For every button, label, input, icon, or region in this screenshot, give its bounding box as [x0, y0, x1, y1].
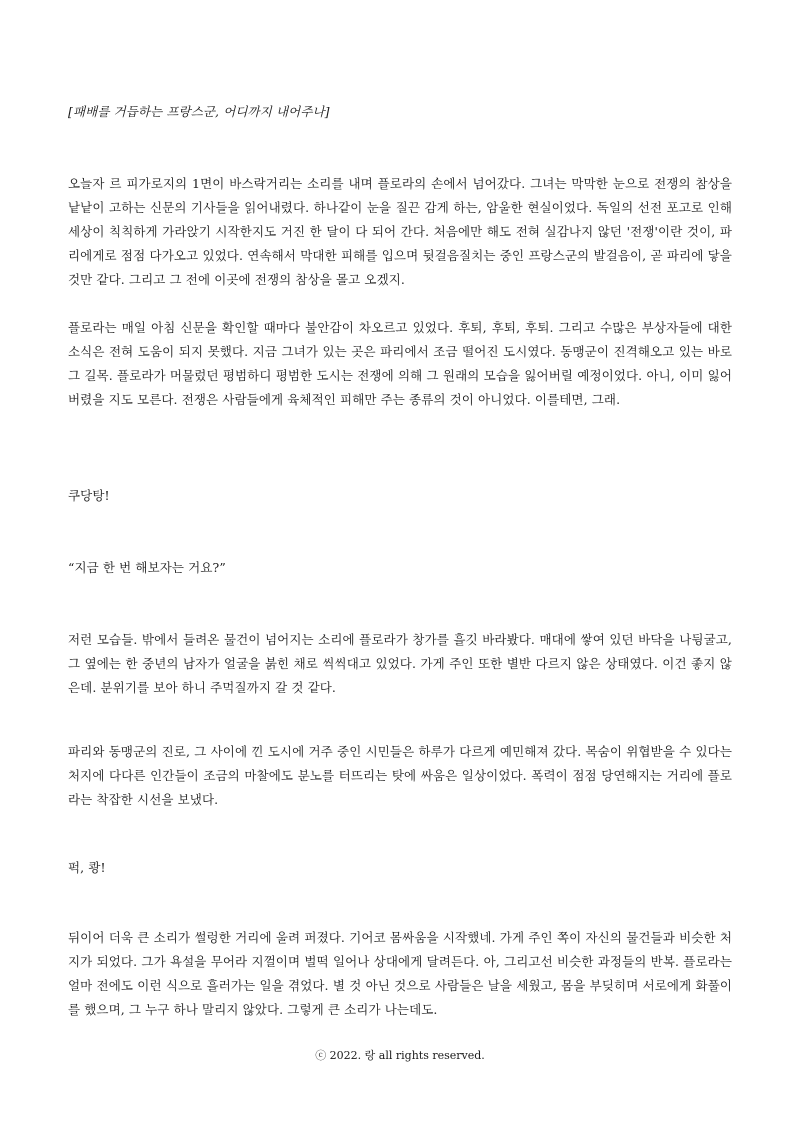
sound-effect-crash: 쿠당탕! [68, 488, 110, 503]
paragraph-4: 파리와 동맹군의 진로, 그 사이에 낀 도시에 거주 중인 시민들은 하루가 다르게 예민해져 갔다. 목숨이 위협받을 수 있다는 처지에 다다른 인간들이 조금의 마찰에도 분노를 터뜨리는 탓에 싸움은 일상이었다. 폭력이 점점 당연해지는 거리에 플로라는 착잡한 시선을 보냈다. [68, 744, 732, 807]
paragraph-3: 저런 모습들. 밖에서 들려온 물건이 넘어지는 소리에 플로라가 창가를 흘깃 바라봤다. 매대에 쌓여 있던 바닥을 나뒹굴고, 그 옆에는 한 중년의 남자가 얼굴을 붉힌 채로 씩씩대고 있었다. 가게 주인 또한 별반 다르지 않은 상태였다. 이건 좋지 않은데. 분위기를 보아 하니 주먹질까지 갈 것 같다. [68, 632, 732, 695]
article-headline-quote: [패배를 거듭하는 프랑스군, 어디까지 내어주나] [68, 104, 330, 119]
copyright-footer: ⓒ 2022. 랑 all rights reserved. [315, 1049, 485, 1062]
paragraph-1: 오늘자 르 피가로지의 1면이 바스락거리는 소리를 내며 플로라의 손에서 넘어갔다. 그녀는 막막한 눈으로 전쟁의 참상을 낱낱이 고하는 신문의 기사들을 읽어내렸다. 하나같이 눈을 질끈 감게 하는, 암울한 현실이었다. 독일의 선전 포고로 인해 세상이 칙칙하게 가라앉기 시작한지도 거진 한 달이 다 되어 간다. 처음에만 해도 전혀 실감나지 않던 '전쟁'이란 것이, 파리에게로 점점 다가오고 있었다. 연속해서 막대한 피해를 입으며 뒷걸음질치는 중인 프랑스군의 발걸음이, 곧 파리에 닿을 것만 같다. 그리고 그 전에 이곳에 전쟁의 참상을 몰고 오겠지. [68, 176, 732, 287]
dialogue-line: “지금 한 번 해보자는 거요?” [68, 560, 226, 575]
sound-effect-bang: 퍽, 쾅! [68, 860, 106, 875]
paragraph-5: 뒤이어 더욱 큰 소리가 썰렁한 거리에 울려 퍼졌다. 기어코 몸싸움을 시작했네. 가게 주인 쪽이 자신의 물건들과 비슷한 처지가 되었다. 그가 욕설을 무어라 지껄이며 벌떡 일어나 상대에게 달려든다. 아, 그리고선 비슷한 과정들의 반복. 플로라는 얼마 전에도 이런 식으로 흘러가는 일을 겪었다. 별 것 아닌 것으로 사람들은 날을 세웠고, 몸을 부딪히며 서로에게 화풀이를 했으며, 그 누구 하나 말리지 않았다. 그렇게 큰 소리가 나는데도. [68, 930, 732, 1017]
paragraph-2: 플로라는 매일 아침 신문을 확인할 때마다 불안감이 차오르고 있었다. 후퇴, 후퇴, 후퇴. 그리고 수많은 부상자들에 대한 소식은 전혀 도움이 되지 못했다. 지금 그녀가 있는 곳은 파리에서 조금 떨어진 도시였다. 동맹군이 진격해오고 있는 바로 그 길목. 플로라가 머물렀던 평범하디 평범한 도시는 전쟁에 의해 그 원래의 모습을 잃어버릴 예정이었다. 아니, 이미 잃어버렸을 지도 모른다. 전쟁은 사람들에게 육체적인 피해만 주는 종류의 것이 아니었다. 이를테면, 그래. [68, 320, 732, 407]
